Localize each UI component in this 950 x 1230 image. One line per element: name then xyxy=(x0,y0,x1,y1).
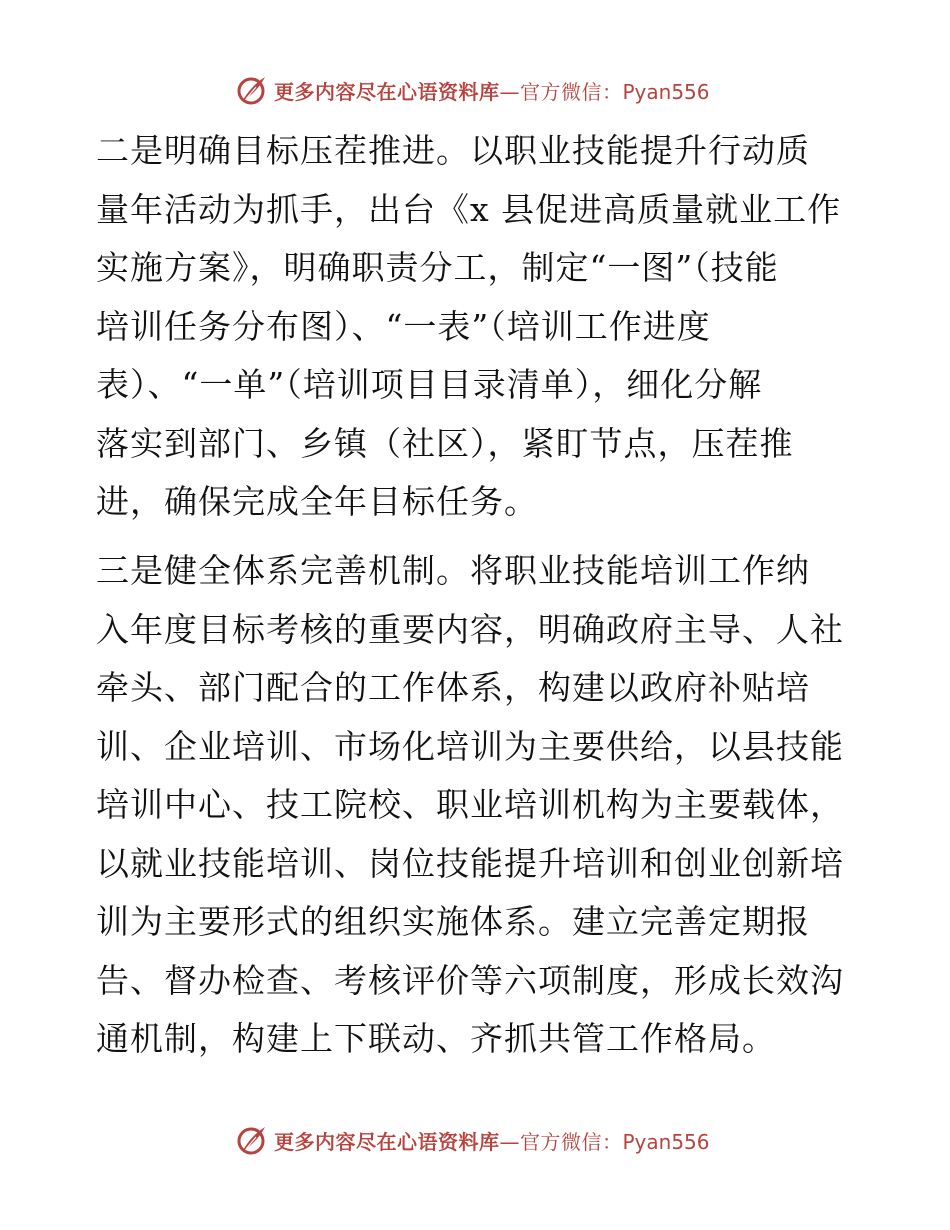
paragraph-line: 以就业技能培训、岗位技能提升培训和创业创新培 xyxy=(96,843,844,883)
paragraph-line: 训为主要形式的组织实施体系。建立完善定期报 xyxy=(96,902,810,941)
header-wechat-id: Pyan556 xyxy=(622,79,710,104)
header-banner xyxy=(234,70,710,110)
footer-wechat-id: Pyan556 xyxy=(622,1129,710,1154)
footer-wechat-label: 官方微信： xyxy=(520,1129,623,1154)
paragraph-line: 牵头、部门配合的工作体系，构建以政府补贴培 xyxy=(96,668,810,707)
paragraph-line: 培训任务分布图）、“一表”（培训工作进度 xyxy=(96,306,711,346)
paragraph-line: 入年度目标考核的重要内容，明确政府主导、人社 xyxy=(96,609,844,649)
paragraph-goals xyxy=(96,122,856,532)
paragraph-line: 表）、“一单”（培训项目目录清单），细化分解 xyxy=(96,365,763,404)
quill-pen-logo-icon xyxy=(234,1122,270,1158)
paragraph-line: 训、企业培训、市场化培训为主要供给，以县技能 xyxy=(96,726,844,766)
paragraph-system xyxy=(96,542,856,1069)
footer-banner xyxy=(234,1120,710,1160)
header-dash: — xyxy=(499,79,520,104)
paragraph-line: 二是明确目标压茬推进。以职业技能提升行动质 xyxy=(96,131,810,170)
paragraph-line: 进，确保完成全年目标任务。 xyxy=(96,482,538,521)
header-wechat-label: 官方微信： xyxy=(520,79,623,104)
paragraph-line: 落实到部门、乡镇（社区），紧盯节点，压茬推 xyxy=(96,423,794,463)
paragraph-line: 实施方案》，明确职责分工，制定“一图”（技能 xyxy=(96,248,779,287)
quill-pen-logo-icon xyxy=(234,72,270,108)
paragraph-line: 告、督办检查、考核评价等六项制度，形成长效沟 xyxy=(96,960,844,1000)
paragraph-line: 三是健全体系完善机制。将职业技能培训工作纳 xyxy=(96,551,810,590)
header-site-text: 更多内容尽在心语资料库 xyxy=(274,79,500,104)
footer-site-text: 更多内容尽在心语资料库 xyxy=(274,1129,500,1154)
header-banner-text xyxy=(274,76,710,105)
paragraph-line: 培训中心、技工院校、职业培训机构为主要载体， xyxy=(96,785,844,824)
paragraph-line: 量年活动为抓手，出台《x 县促进高质量就业工作 xyxy=(96,189,842,229)
footer-banner-text xyxy=(274,1126,710,1155)
footer-dash: — xyxy=(499,1129,520,1154)
paragraph-line: 通机制，构建上下联动、齐抓共管工作格局。 xyxy=(96,1019,776,1058)
